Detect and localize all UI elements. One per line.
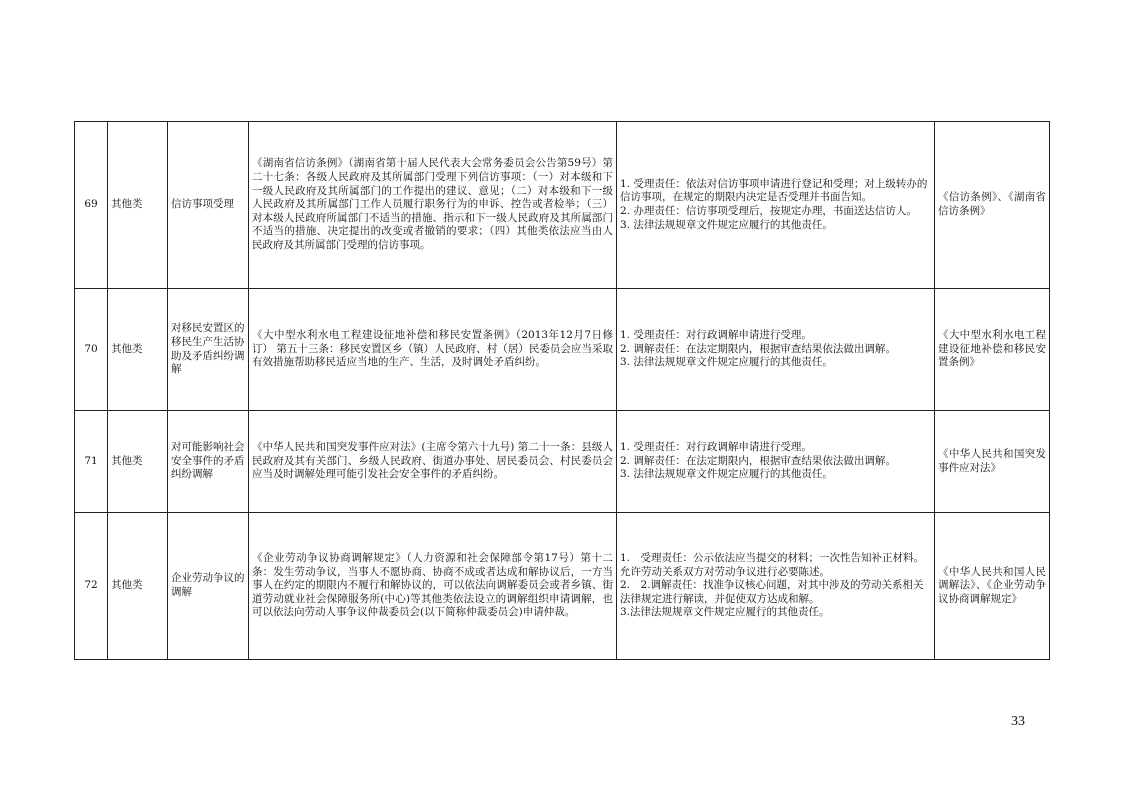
duty-line: 3. 法律法规规章文件规定应履行的其他责任。 xyxy=(620,356,833,369)
row-category: 其他类 xyxy=(108,122,168,289)
row-number: 71 xyxy=(75,411,108,513)
duty-line: 1. 受理责任：公示依法应当提交的材料；一次性告知补正材料。允许劳动关系双方对劳动争议进行必要陈述。 xyxy=(620,552,925,578)
row-number: 72 xyxy=(75,513,108,660)
duty-line: 2. 调解责任：在法定期限内，根据审查结果依法做出调解。 xyxy=(620,454,896,467)
row-category: 其他类 xyxy=(108,411,168,513)
row-legal-basis: 《大中型水利水电工程建设征地补偿和移民安置条例》（2013年12月7日修订） 第五十三条：移民安置区乡（镇）人民政府、村（居）民委员会应当采取有效措施帮助移民适应当地的生产、生活，及时调处矛盾纠纷。 xyxy=(249,289,617,411)
table-row xyxy=(75,289,1050,411)
table-row xyxy=(75,411,1050,513)
duty-line: 3. 法律法规规章文件规定应履行的其他责任。 xyxy=(620,468,833,481)
page-number: 33 xyxy=(1011,714,1025,729)
row-duties xyxy=(617,289,935,411)
row-number: 70 xyxy=(75,289,108,411)
responsibility-table xyxy=(74,121,1050,660)
table-row xyxy=(75,122,1050,289)
duty-line: 2. 2.调解责任：找准争议核心问题，对其中涉及的劳动关系相关法律规定进行解读，并促使双方达成和解。 xyxy=(620,579,924,605)
row-item-name: 企业劳动争议的调解 xyxy=(168,513,249,660)
row-reference: 《中华人民共和国人民调解法》、《企业劳动争议协商调解规定》 xyxy=(935,513,1050,660)
duty-line: 1. 受理责任：对行政调解申请进行受理。 xyxy=(620,329,812,342)
row-duties xyxy=(617,122,935,289)
row-item-name: 对可能影响社会安全事件的矛盾纠纷调解 xyxy=(168,411,249,513)
row-legal-basis: 《湖南省信访条例》（湖南省第十届人民代表大会常务委员会公告第59号）第二十七条：各级人民政府及其所属部门受理下列信访事项：（一）对本级和下一级人民政府及其所属部门的工作提出的建议、意见；（二）对本级和下一级人民政府及其所属部门工作人员履行职务行为的申诉、控告或者检举；（三）对本级人民政府所属部门不适当的措施、指示和下一级人民政府及其所属部门不适当的措施、决定提出的改变或者撤销的要求；（四）其他类依法应当由人民政府及其所属部门受理的信访事项。 xyxy=(249,122,617,289)
row-item-name: 信访事项受理 xyxy=(168,122,249,289)
duty-line: 2. 调解责任：在法定期限内，根据审查结果依法做出调解。 xyxy=(620,342,896,355)
row-reference: 《信访条例》、《湖南省信访条例》 xyxy=(935,122,1050,289)
row-legal-basis: 《企业劳动争议协商调解规定》（人力资源和社会保障部令第17号）第十二条：发生劳动争议，当事人不愿协商、协商不成或者达成和解协议后，一方当事人在约定的期限内不履行和解协议的，可以依法向调解委员会或者乡镇、街道劳动就业社会保障服务所(中心)等其他类依法设立的调解组织申请调解，也可以依法向劳动人事争议仲裁委员会(以下简称仲裁委员会)申请仲裁。 xyxy=(249,513,617,660)
row-duties xyxy=(617,411,935,513)
duty-line: 3.法律法规规章文件规定应履行的其他责任。 xyxy=(620,606,830,619)
duty-line: 1. 受理责任：依法对信访事项申请进行登记和受理；对上级转办的信访事项，在规定的期限内决定是否受理并书面告知。 xyxy=(620,177,928,204)
row-legal-basis: 《中华人民共和国突发事件应对法》(主席令第六十九号) 第二十一条：县级人民政府及其有关部门、乡级人民政府、街道办事处、居民委员会、村民委员会应当及时调解处理可能引发社会安全事件的矛盾纠纷。 xyxy=(249,411,617,513)
row-reference: 《大中型水利水电工程建设征地补偿和移民安置条例》 xyxy=(935,289,1050,411)
duty-line: 3. 法律法规规章文件规定应履行的其他责任。 xyxy=(620,218,833,231)
row-category: 其他类 xyxy=(108,289,168,411)
table-row xyxy=(75,513,1050,660)
row-reference: 《中华人民共和国突发事件应对法》 xyxy=(935,411,1050,513)
row-number: 69 xyxy=(75,122,108,289)
row-item-name: 对移民安置区的移民生产生活协助及矛盾纠纷调解 xyxy=(168,289,249,411)
row-duties xyxy=(617,513,935,660)
duty-line: 1. 受理责任：对行政调解申请进行受理。 xyxy=(620,441,812,454)
duty-line: 2. 办理责任：信访事项受理后，按规定办理，书面送达信访人。 xyxy=(620,205,917,217)
row-category: 其他类 xyxy=(108,513,168,660)
